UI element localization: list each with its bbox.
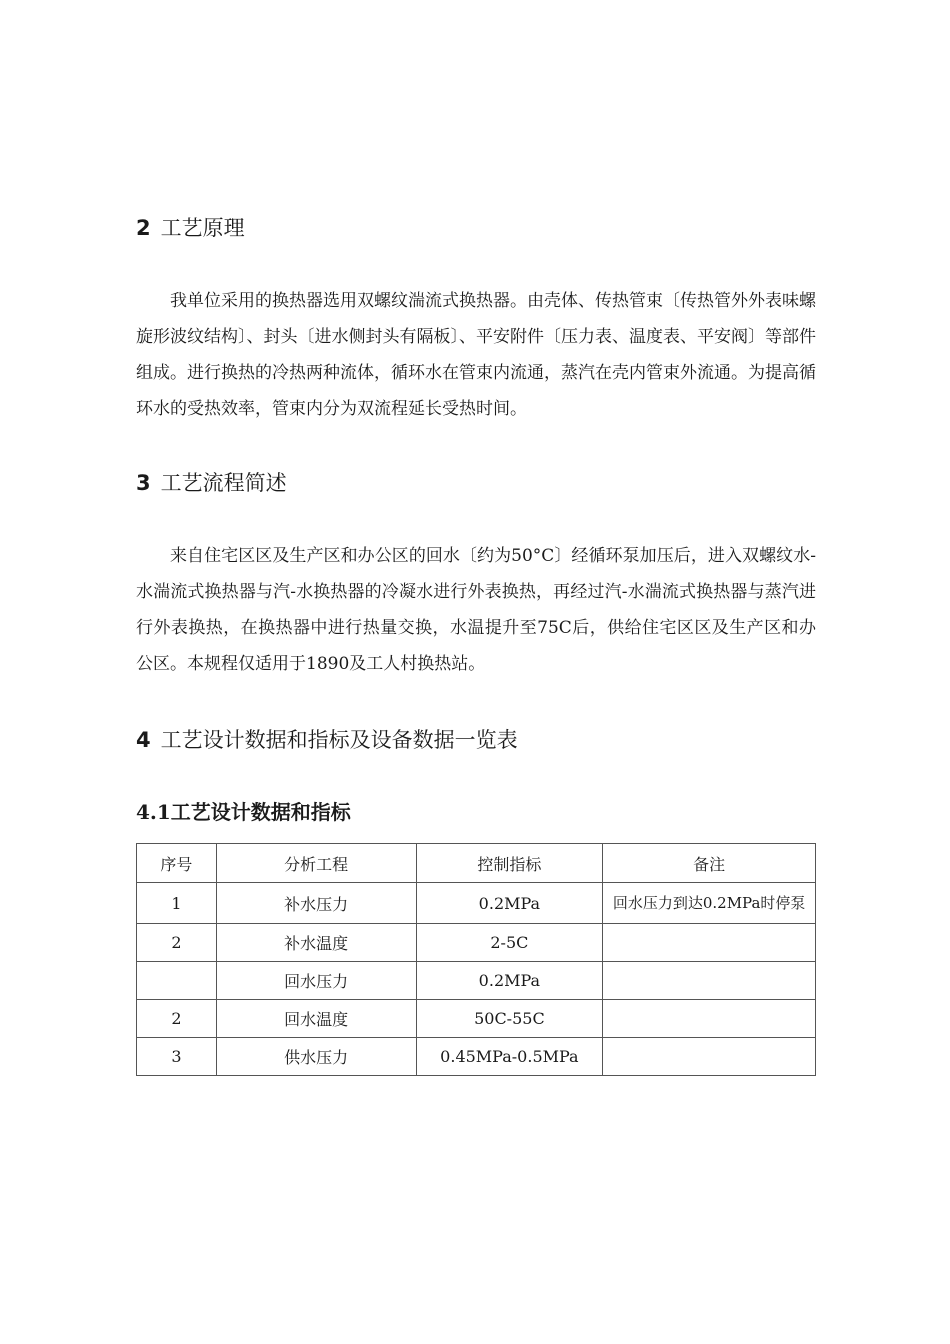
- cell-index: 1: [137, 883, 217, 924]
- cell-note: 回水压力到达0.2MPa时停泵: [603, 883, 816, 924]
- cell-target: 0.45MPa-0.5MPa: [416, 1038, 603, 1076]
- process-data-table: [136, 843, 816, 1076]
- section-number: 3: [136, 471, 151, 495]
- cell-index: 2: [137, 924, 217, 962]
- cell-index: 2: [137, 1000, 217, 1038]
- principle-paragraph: 我单位采用的换热器选用双螺纹湍流式换热器。由壳体、传热管束〔传热管外外表味螺旋形波纹结构〕、封头〔进水侧封头有隔板〕、平安附件〔压力表、温度表、平安阀〕等部件组成。进行换热的冷热两种流体，循环水在管束内流通，蒸汽在壳内管束外流通。为提高循环水的受热效率，管束内分为双流程延长受热时间。: [136, 291, 816, 419]
- section-number: 2: [136, 216, 151, 240]
- cell-note: [603, 924, 816, 962]
- cell-target: 0.2MPa: [416, 962, 603, 1000]
- cell-index: 3: [137, 1038, 217, 1076]
- section-title: 工艺流程简述: [160, 471, 287, 495]
- process-paragraph: 来自住宅区区及生产区和办公区的回水〔约为50°C〕经循环泵加压后，进入双螺纹水-水湍流式换热器与汽-水换热器的冷凝水进行外表换热，再经过汽-水湍流式换热器与蒸汽进行外表换热，在换热器中进行热量交换，水温提升至75C后，供给住宅区区及生产区和办公区。本规程仅适用于1890及工人村换热站。: [136, 546, 816, 674]
- table-row: [137, 1000, 816, 1038]
- cell-note: [603, 962, 816, 1000]
- cell-index: [137, 962, 217, 1000]
- table-row: [137, 924, 816, 962]
- cell-target: 50C-55C: [416, 1000, 603, 1038]
- cell-item: 补水压力: [216, 883, 416, 924]
- section-3-heading: [136, 467, 287, 497]
- cell-item: 供水压力: [216, 1038, 416, 1076]
- header-index: 序号: [137, 844, 217, 883]
- cell-target: 0.2MPa: [416, 883, 603, 924]
- cell-note: [603, 1038, 816, 1076]
- cell-note: [603, 1000, 816, 1038]
- header-item: 分析工程: [216, 844, 416, 883]
- subsection-4-1-heading: 4.1工艺设计数据和指标: [136, 800, 351, 824]
- cell-item: 回水温度: [216, 1000, 416, 1038]
- section-2-heading: [136, 212, 245, 242]
- cell-target: 2-5C: [416, 924, 603, 962]
- header-note: 备注: [603, 844, 816, 883]
- cell-item: 补水温度: [216, 924, 416, 962]
- header-target: 控制指标: [416, 844, 603, 883]
- section-4-heading: [136, 724, 518, 754]
- table-row: [137, 962, 816, 1000]
- table-row: [137, 1038, 816, 1076]
- table-row: [137, 883, 816, 924]
- section-title: 工艺设计数据和指标及设备数据一览表: [160, 728, 518, 752]
- section-title: 工艺原理: [160, 216, 245, 240]
- cell-item: 回水压力: [216, 962, 416, 1000]
- table-header-row: [137, 844, 816, 883]
- section-number: 4: [136, 728, 151, 752]
